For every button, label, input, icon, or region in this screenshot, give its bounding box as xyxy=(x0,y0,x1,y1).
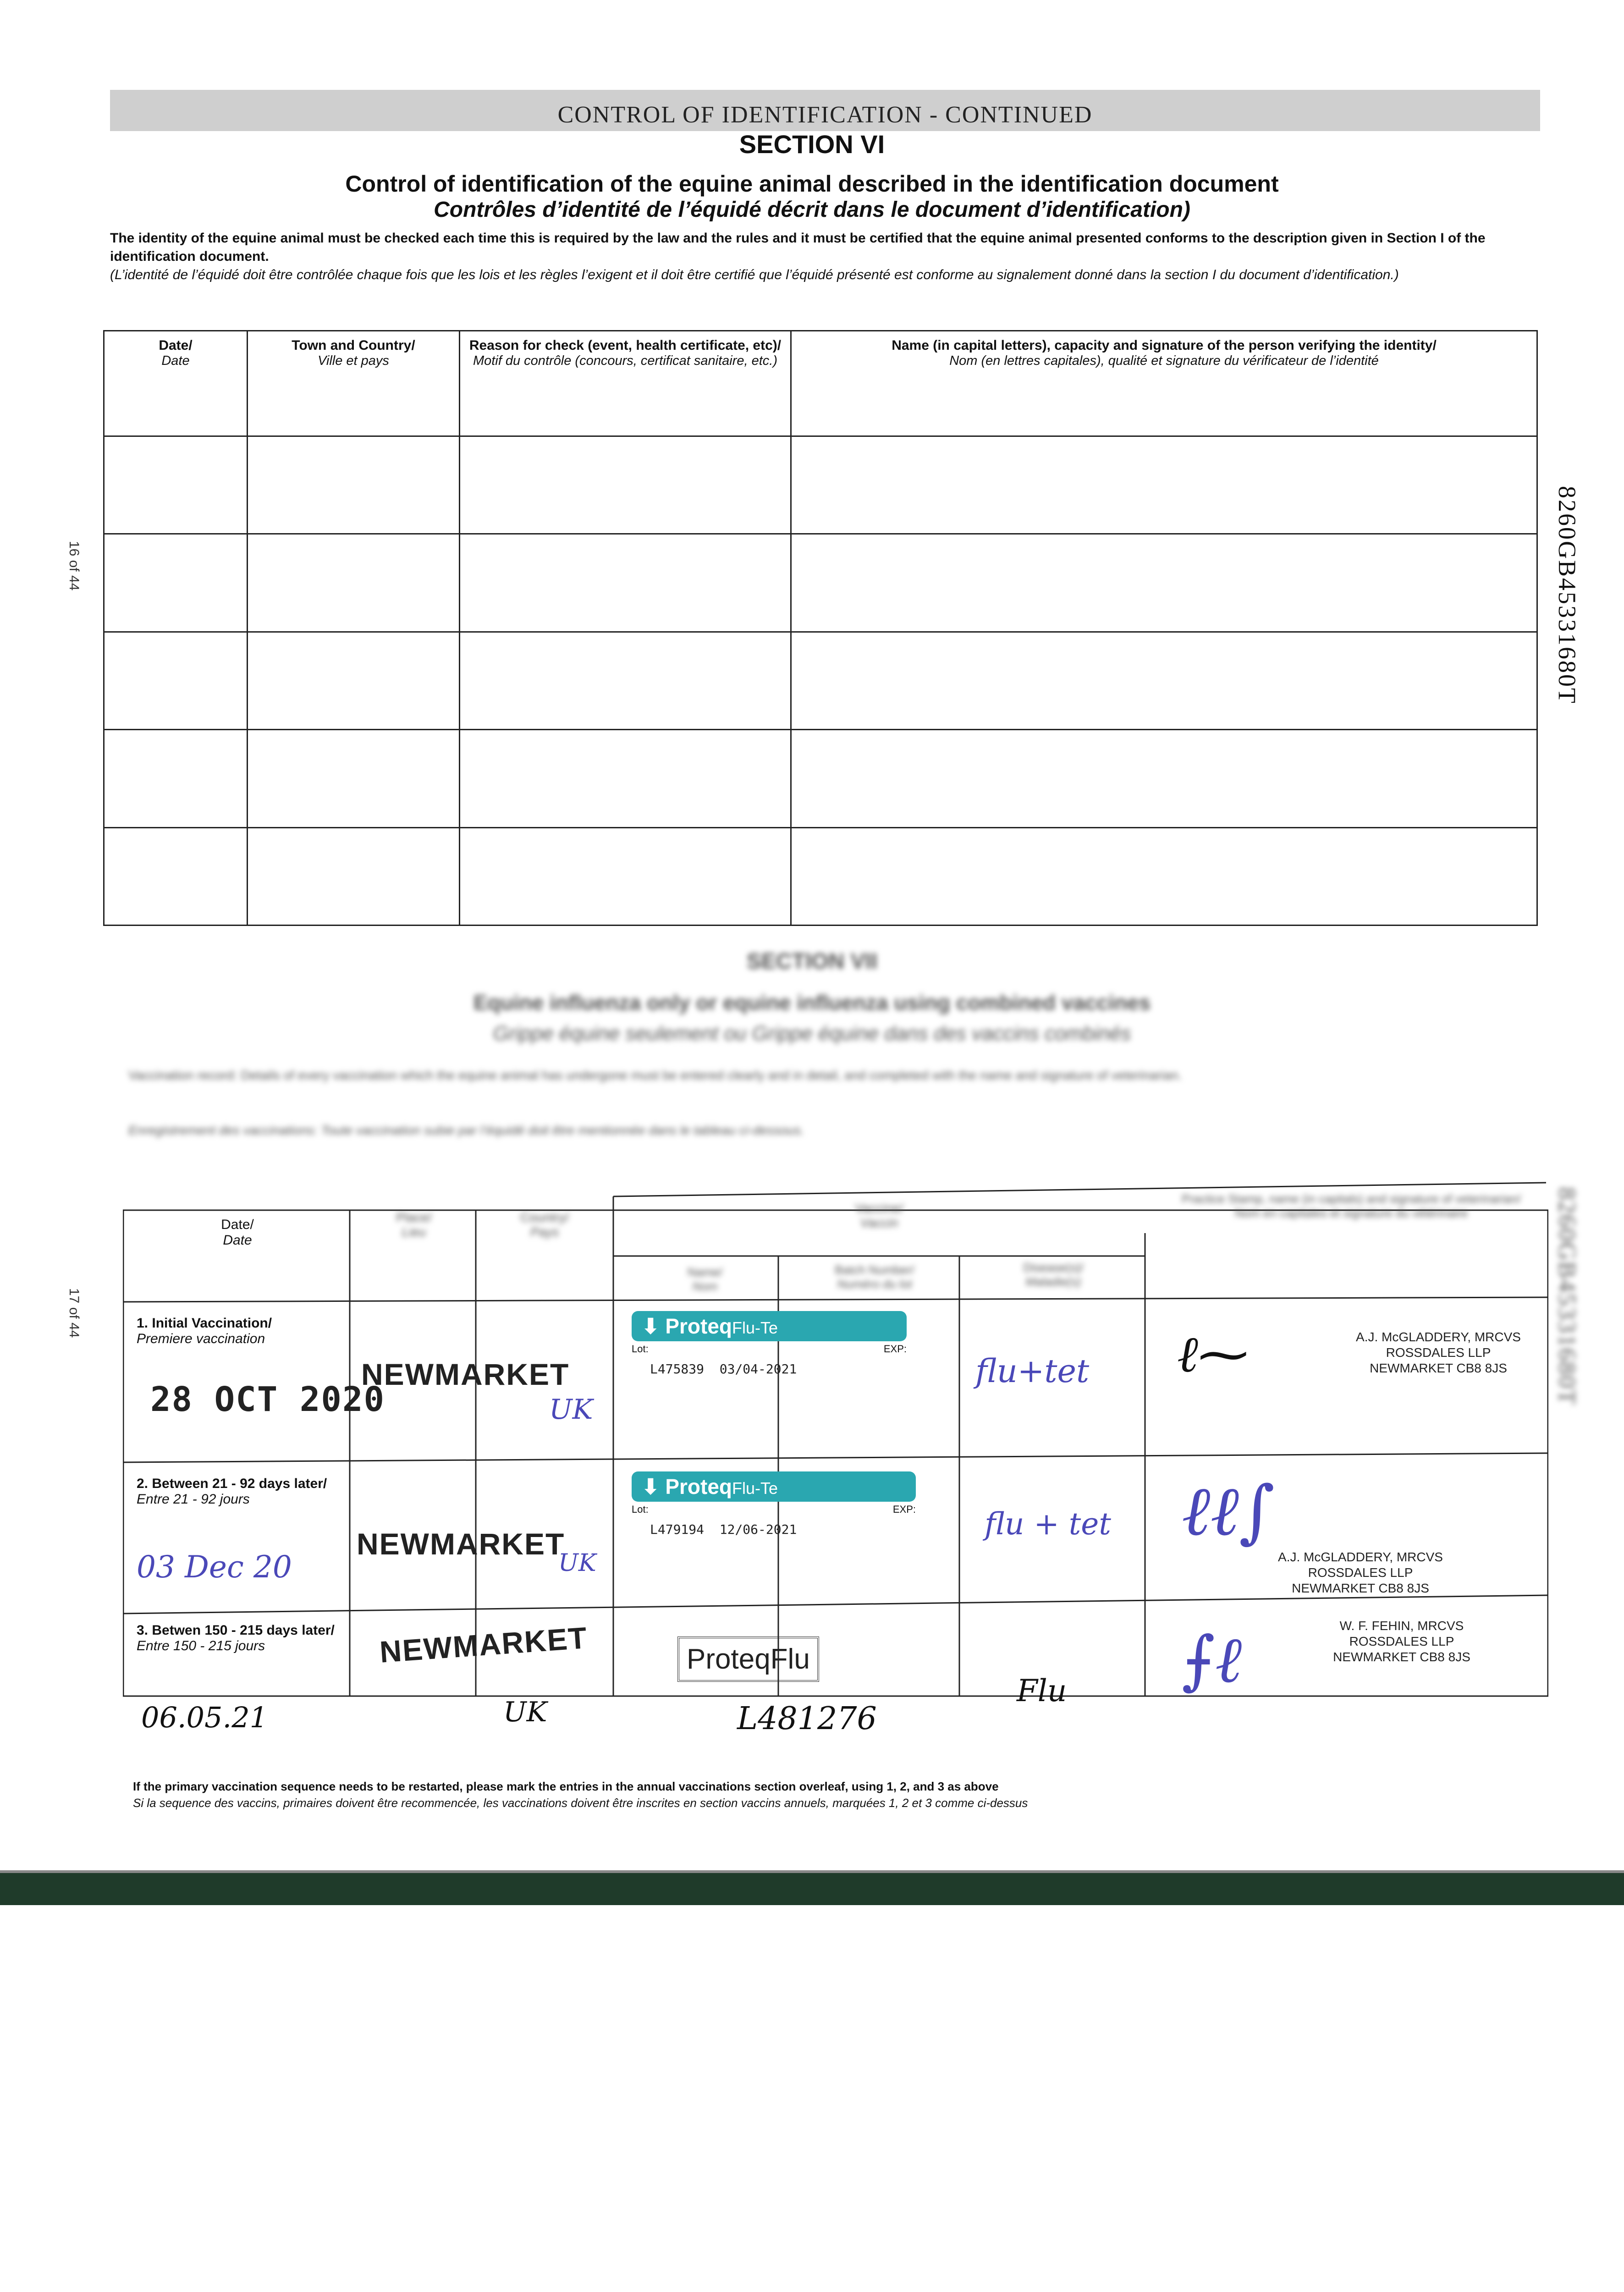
intro-text-fr: (L’identité de l’équidé doit être contrôlée chaque fois que les lois et les règles l’exigent et il doit être certifié que l’équidé présenté est conforme au signalement donné dans la section I du document d’identification.) xyxy=(110,267,1399,282)
col-verifier-name: Name (in capital letters), capacity and signature of the person verifying the identity/ Nom (en lettres capitales), qualité et signature du vérificateur de l’identité xyxy=(791,331,1537,436)
col-date: Date/ Date xyxy=(104,331,248,436)
col-place: Place/ Lieu xyxy=(396,1210,432,1239)
intro-text-en: The identity of the equine animal must be checked each time this is required by the law and the rules and it must be certified that the equine animal presented conforms to the description given in Section I of the identification document. xyxy=(110,231,1486,264)
row-1-disease: flu+tet xyxy=(975,1352,1090,1390)
col-country: Country/ Pays xyxy=(520,1210,569,1239)
blurred-record-en: Vaccination record: Details of every vaccination which the equine animal has undergone must be entered clearly and in detail, and completed with the name and signature of veterinarian. xyxy=(128,1068,1182,1082)
row-3-practice-stamp: W. F. FEHIN, MRCVS ROSSDALES LLP NEWMARKET CB8 8JS xyxy=(1333,1619,1470,1664)
section-title-fr: Contrôles d’identité de l’équidé décrit dans le document d’identification) xyxy=(434,198,1190,222)
blurred-title-en: Equine influenza only or equine influenza using combined vaccines xyxy=(473,991,1151,1014)
row-2-label: 2. Between 21 - 92 days later/ Entre 21 - 92 jours xyxy=(137,1476,327,1507)
row-2-date: 03 Dec 20 xyxy=(137,1549,292,1585)
cell[interactable] xyxy=(248,436,460,534)
cell[interactable] xyxy=(460,730,791,827)
page-number-top: 16 of 44 xyxy=(66,541,82,591)
section-heading: SECTION VI xyxy=(739,130,885,159)
row-3-disease: Flu xyxy=(1017,1673,1067,1708)
page-number-bottom: 17 of 44 xyxy=(66,1288,82,1338)
cell[interactable] xyxy=(248,730,460,827)
row-3-lot: L481276 xyxy=(737,1701,877,1737)
cell[interactable] xyxy=(460,436,791,534)
vaccine-sticker: ⬇ ProteqFlu-Te xyxy=(632,1311,907,1341)
row-1-lot: L475839 xyxy=(650,1361,705,1377)
cell[interactable] xyxy=(460,534,791,632)
footnote-en: If the primary vaccination sequence needs to be restarted, please mark the entries in the annual vaccinations section overleaf, using 1, 2, and 3 as above xyxy=(133,1780,999,1793)
table-row xyxy=(104,632,1537,729)
row-1-place-stamp: NEWMARKET xyxy=(361,1357,570,1391)
row-1-signature: ℓ⁓ xyxy=(1177,1325,1249,1383)
col-practice-stamp: Practice Stamp, name (in capitals) and signature of veterinarian/ Nom en capitales et signature du vétérinaire xyxy=(1182,1192,1521,1220)
row-2-practice-stamp: A.J. McGLADDERY, MRCVS ROSSDALES LLP NEWMARKET CB8 8JS xyxy=(1278,1550,1443,1595)
cell[interactable] xyxy=(791,827,1537,925)
footnote-fr: Si la sequence des vaccins, primaires doivent être recommencée, les vaccinations doivent être inscrites en section vaccins annuels, marquées 1, 2 et 3 comme ci-dessus xyxy=(133,1796,1028,1810)
vaccination-table xyxy=(123,1178,1548,1737)
row-1-date-stamp: 28 OCT 2020 xyxy=(150,1380,385,1419)
cell[interactable] xyxy=(460,827,791,925)
cell[interactable] xyxy=(104,827,248,925)
row-2-vaccine-label: ⬇ ProteqFlu-Te Lot: EXP: L479194 12/06-2021 xyxy=(632,1471,916,1537)
section-banner: CONTROL OF IDENTIFICATION - CONTINUED xyxy=(110,90,1540,131)
row-1-label: 1. Initial Vaccination/ Premiere vaccination xyxy=(137,1316,272,1346)
cell[interactable] xyxy=(104,730,248,827)
col-vaccine: Vaccine/ Vaccin xyxy=(855,1201,903,1230)
cell[interactable] xyxy=(791,436,1537,534)
passport-serial-bottom: 8260GB45331680T xyxy=(1553,1187,1581,1406)
row-2-disease: flu + tet xyxy=(985,1506,1111,1542)
cell[interactable] xyxy=(791,632,1537,729)
cell[interactable] xyxy=(460,632,791,729)
row-3-vaccine-stamp: ProteqFlu xyxy=(677,1636,819,1682)
cell[interactable] xyxy=(104,534,248,632)
blurred-title-fr: Grippe équine seulement ou Grippe équine dans des vaccins combinés xyxy=(493,1022,1131,1045)
row-3-date: 06.05.21 xyxy=(141,1701,268,1734)
row-2-signature: ℓℓ∫ xyxy=(1182,1471,1275,1551)
row-2-country: UK xyxy=(558,1549,596,1577)
row-1-practice-stamp: A.J. McGLADDERY, MRCVS ROSSDALES LLP NEWMARKET CB8 8JS xyxy=(1356,1330,1521,1375)
table-row xyxy=(104,534,1537,632)
book-cover-edge xyxy=(0,1870,1624,1905)
blurred-section-heading: SECTION VII xyxy=(746,949,878,974)
row-1-vaccine-label: ⬇ ProteqFlu-Te Lot: EXP: L475839 03/04-2021 xyxy=(632,1311,907,1377)
col-town-country: Town and Country/ Ville et pays xyxy=(248,331,460,436)
passport-serial: 8260GB45331680T xyxy=(1553,486,1581,705)
table-row xyxy=(104,436,1537,534)
row-3-label: 3. Betwen 150 - 215 days later/ Entre 150 - 215 jours xyxy=(137,1623,335,1653)
row-2-lot: L479194 xyxy=(650,1522,705,1537)
cell[interactable] xyxy=(248,534,460,632)
cell[interactable] xyxy=(104,632,248,729)
identity-check-table xyxy=(103,330,1538,926)
row-3-signature: ⨍ℓ xyxy=(1182,1623,1242,1697)
col-vaccine-name: Name/ Nom xyxy=(687,1265,723,1293)
blurred-record-fr: Enregistrement des vaccinations: Toute vaccination subie par l’équidé doit être mentionnée dans le tableau ci-dessous. xyxy=(128,1123,804,1137)
col-reason: Reason for check (event, health certificate, etc)/ Motif du contrôle (concours, certificat sanitaire, etc.) xyxy=(460,331,791,436)
row-1-exp: 03/04-2021 xyxy=(719,1361,797,1377)
row-2-exp: 12/06-2021 xyxy=(719,1522,797,1537)
cell[interactable] xyxy=(104,436,248,534)
vaccine-sticker: ⬇ ProteqFlu-Te xyxy=(632,1471,916,1502)
section-title-en: Control of identification of the equine animal described in the identification document xyxy=(345,171,1279,197)
col-disease: Disease(s)/ Maladie(s) xyxy=(1023,1261,1084,1289)
row-1-country: UK xyxy=(549,1394,593,1426)
table-row xyxy=(104,730,1537,827)
col-batch: Batch Number/ Numéro du lot xyxy=(835,1263,914,1291)
row-2-place-stamp: NEWMARKET xyxy=(357,1527,565,1561)
row-3-place-stamp: NEWMARKET xyxy=(378,1620,589,1669)
col-date: Date/ Date xyxy=(221,1217,254,1248)
cell[interactable] xyxy=(248,632,460,729)
cell[interactable] xyxy=(791,730,1537,827)
cell[interactable] xyxy=(248,827,460,925)
table-row xyxy=(104,827,1537,925)
row-3-country: UK xyxy=(503,1696,547,1728)
cell[interactable] xyxy=(791,534,1537,632)
